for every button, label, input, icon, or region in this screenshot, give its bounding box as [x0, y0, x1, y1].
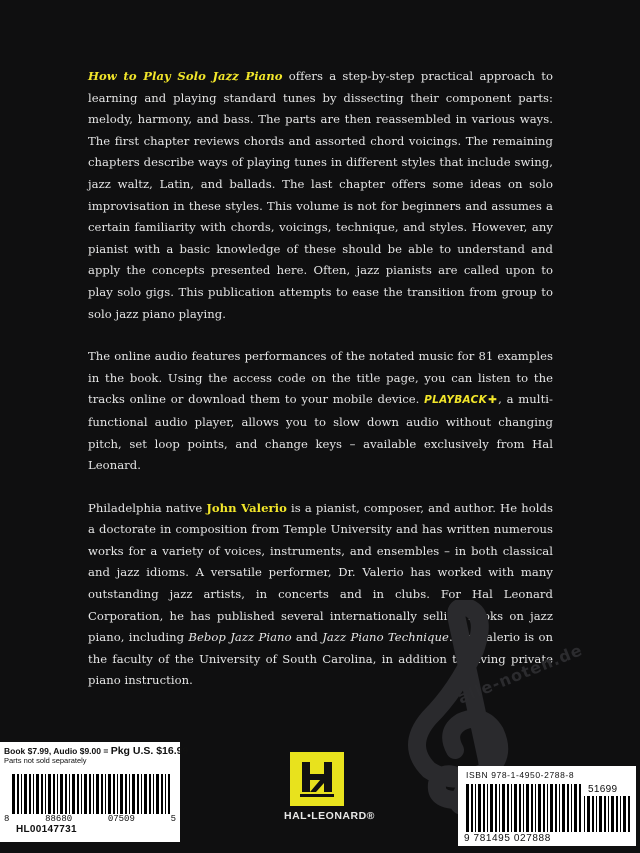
barcode-bar: [53, 774, 55, 814]
barcode-bar: [120, 774, 123, 814]
barcode-bar: [562, 784, 565, 832]
barcode-bar: [535, 784, 536, 832]
playback-logo: PLAYBACK✚: [424, 394, 499, 407]
barcode-bar: [559, 784, 560, 832]
barcode-bar: [579, 784, 581, 832]
barcode-bar: [149, 774, 151, 814]
barcode-bar: [93, 774, 94, 814]
publisher-name: HAL•LEONARD®: [284, 810, 375, 822]
product-code: HL00147731: [16, 824, 77, 835]
isbn-number: ISBN 978-1-4950-2788-8: [466, 770, 575, 780]
barcode-bar: [531, 784, 533, 832]
barcode-bar: [567, 784, 569, 832]
author-text-b: is a pianist, composer, and author. He holds a doctorate in composition from Temple University and has written numerous works for a variety of voices, instruments, and ensembles – in both classical and jazz idioms. A versatile performer, Dr. Valerio has worked with many outstanding jazz artists, in concerts and in clubs. For Hal Leonard Corporation, he has published several internationally selling books on jazz piano, including: [88, 500, 553, 645]
barcode-bar: [502, 784, 505, 832]
barcode-bar: [538, 784, 541, 832]
barcode-bar: [475, 784, 476, 832]
barcode-bar: [604, 796, 606, 832]
barcode-bar: [89, 774, 91, 814]
book-title: How to Play Solo Jazz Piano: [88, 69, 283, 83]
barcode-bar: [495, 784, 497, 832]
logo-mark: [290, 752, 344, 806]
book-reference-1: Bebop Jazz Piano: [188, 630, 292, 645]
barcode-bar: [161, 774, 163, 814]
barcode-bar: [72, 774, 75, 814]
barcode-bar: [543, 784, 545, 832]
barcode-bar: [514, 784, 517, 832]
barcode-bar: [113, 774, 115, 814]
audio-text-b: , a multi-functional audio player, allows you to slow down audio without changing pitch, set loop points, and change keys – available exclusively from Hal Leonard.: [88, 392, 554, 473]
barcode-bar: [574, 784, 577, 832]
barcode-bar: [466, 784, 469, 832]
barcode-bar: [523, 784, 524, 832]
barcode-bar: [499, 784, 500, 832]
audio-text-a: The online audio features performances of the notated music for 81 examples in the book. Using the access code on the title page, you can listen to the tracks online or download them to your mobile device.: [88, 349, 553, 407]
price-label: [0, 742, 189, 842]
barcode-bar: [168, 774, 170, 814]
upc-digit-group: 88680: [45, 814, 73, 824]
barcode-bar: [144, 774, 147, 814]
isbn-price-code: 51699: [588, 784, 618, 795]
barcode-bar: [608, 796, 609, 832]
barcode-bar: [69, 774, 70, 814]
barcode-bar: [555, 784, 557, 832]
barcode-bar: [511, 784, 512, 832]
barcode-bar: [108, 774, 111, 814]
parts-note: Parts not sold separately: [4, 756, 87, 765]
barcode-bar: [48, 774, 51, 814]
barcode-bar: [478, 784, 481, 832]
barcode-bar: [547, 784, 548, 832]
barcode-bar: [599, 796, 602, 832]
isbn-barcode: [466, 784, 581, 832]
barcode-bar: [36, 774, 39, 814]
barcode-bar: [471, 784, 473, 832]
package-price: Pkg U.S. $16.99: [110, 745, 189, 757]
author-text-c: and: [291, 630, 323, 645]
barcode-bar: [21, 774, 22, 814]
barcode-bar: [628, 796, 630, 832]
barcode-bar: [29, 774, 31, 814]
barcode-bar: [526, 784, 529, 832]
description-text: offers a step-by-step practical approach to learning and playing standard tunes by dissecting their component parts: melody, harmony, and bass. The parts are then reassembled in various ways. The first chapter reviews chords and assorted chord voicings. The remaining chapters describe ways of playing tunes in different styles that include swing, jazz waltz, Latin, and ballads. The last chapter offers some ideas on solo improvisation in these styles. This volume is not for beginners and assumes a certain familiarity with chords, voicings, technique, and styles. However, any pianist with a basic knowledge of these should be able to understand and apply the concepts presented here. Often, jazz pianists are called upon to play solo gigs. This publication attempts to ease the transition from group to solo jazz piano playing.: [88, 69, 553, 321]
author-text-a: Philadelphia native: [88, 500, 207, 515]
audio-paragraph: [88, 346, 553, 477]
barcode-bar: [132, 774, 135, 814]
author-name: John Valerio: [206, 500, 287, 515]
barcode-bar: [620, 796, 621, 832]
upc-barcode: [12, 774, 170, 814]
upc-digit-group: 07509: [107, 814, 135, 824]
barcode-bar: [587, 796, 590, 832]
barcode-bar: [165, 774, 166, 814]
barcode-bar: [596, 796, 597, 832]
upc-digit-group: 8: [4, 814, 10, 824]
barcode-bar: [592, 796, 594, 832]
author-text-d: . Dr. Valerio is on the faculty of the University of South Carolina, in addition to giving private piano instruction.: [88, 630, 553, 688]
barcode-bar: [81, 774, 82, 814]
isbn-barcode-digits: 9 781495 027888: [464, 833, 551, 844]
barcode-bar: [77, 774, 79, 814]
barcode-bar: [57, 774, 58, 814]
barcode-bar: [65, 774, 67, 814]
upc-digits: [4, 814, 176, 824]
price-addon-barcode: [584, 796, 630, 832]
description-paragraph: [88, 66, 553, 325]
barcode-bar: [41, 774, 43, 814]
upc-digit-group: 5: [170, 814, 176, 824]
barcode-bar: [129, 774, 130, 814]
publisher-logo: [284, 752, 382, 832]
barcode-bar: [60, 774, 63, 814]
barcode-bar: [584, 796, 585, 832]
barcode-bar: [137, 774, 139, 814]
book-reference-2: Jazz Piano Technique: [322, 630, 449, 645]
barcode-bar: [101, 774, 103, 814]
isbn-label: [458, 766, 636, 846]
barcode-bar: [490, 784, 493, 832]
barcode-bar: [105, 774, 106, 814]
barcode-bar: [33, 774, 34, 814]
barcode-bar: [153, 774, 154, 814]
barcode-bar: [125, 774, 127, 814]
price-breakdown: Book $7.99, Audio $9.00 =: [4, 746, 111, 756]
barcode-bar: [550, 784, 553, 832]
barcode-bar: [141, 774, 142, 814]
barcode-bar: [45, 774, 46, 814]
barcode-bar: [483, 784, 485, 832]
barcode-bar: [611, 796, 614, 832]
barcode-bar: [24, 774, 27, 814]
barcode-bar: [616, 796, 618, 832]
barcode-bar: [156, 774, 159, 814]
barcode-bar: [84, 774, 87, 814]
barcode-bar: [17, 774, 19, 814]
barcode-bar: [487, 784, 488, 832]
barcode-bar: [96, 774, 99, 814]
logo-h-icon: [290, 752, 344, 806]
barcode-bar: [623, 796, 626, 832]
barcode-bar: [571, 784, 572, 832]
watermark-text: alle-noten.de: [455, 640, 586, 708]
barcode-bar: [507, 784, 509, 832]
barcode-bar: [117, 774, 118, 814]
barcode-bar: [519, 784, 521, 832]
barcode-bar: [12, 774, 15, 814]
